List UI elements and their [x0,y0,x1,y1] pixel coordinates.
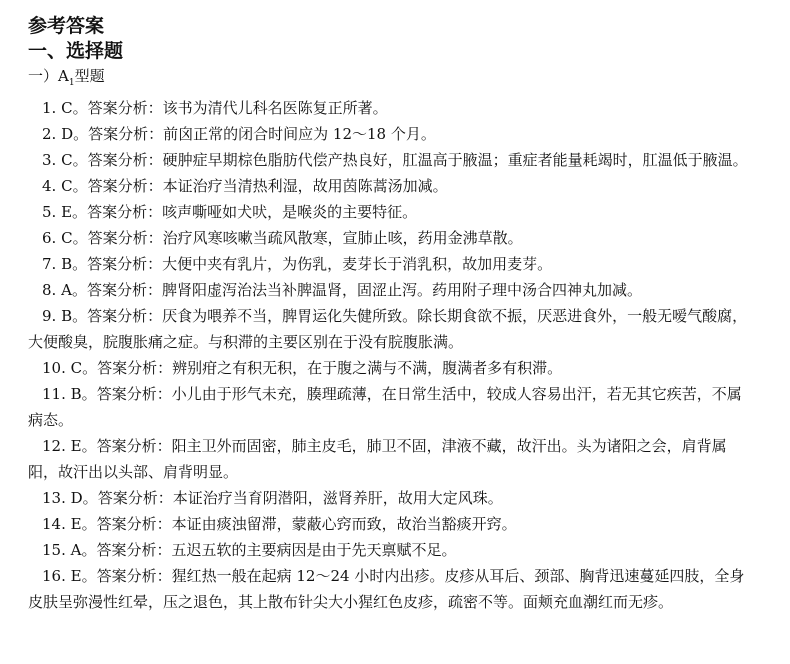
answer-dot: . [51,281,62,299]
answer-letter: E [70,437,82,455]
answer-letter: E [70,515,82,533]
answer-separator: 。 [72,151,88,169]
answer-text: 该书为清代儿科名医陈复正所著。 [162,99,388,117]
answer-label: 答案分析： [88,125,164,143]
answer-letter: C [61,99,73,117]
answer-separator: 。 [72,229,88,247]
answer-label: 答案分析： [87,229,163,247]
answer-dot: . [51,203,62,221]
answer-item [28,381,750,433]
answer-separator: 。 [82,489,98,507]
answer-letter: E [61,203,73,221]
answer-dot: . [51,125,62,143]
answer-number: 5 [42,203,52,221]
answer-separator: 。 [71,281,87,299]
answer-label: 答案分析： [96,541,172,559]
answer-number: 9 [42,307,52,325]
answer-separator: 。 [81,515,97,533]
answer-number: 8 [42,281,52,299]
answer-item [28,303,750,355]
answer-text: 小儿由于形气未充，腠理疏薄，在日常生活中，较成人容易出汗，若无其它疾苦，不属病态。 [28,385,742,429]
answer-text: 本证由痰浊留滞，蒙蔽心窍而致，故治当豁痰开窍。 [171,515,517,533]
subsection-prefix: 一）A [28,67,69,85]
answer-separator: 。 [72,307,88,325]
answer-text: 阳主卫外而固密，肺主皮毛，肺卫不固，津液不藏，故汗出。头为诸阳之会，肩背属阳，故汗出以头部、肩背明显。 [28,437,727,481]
answer-item [28,225,750,251]
answer-letter: D [61,125,74,143]
answer-label: 答案分析： [87,151,163,169]
answer-separator: 。 [81,437,97,455]
answer-separator: 。 [72,255,88,273]
answer-item [28,173,750,199]
answer-label: 答案分析： [86,281,162,299]
answer-dot: . [61,541,71,559]
answer-list [28,95,750,615]
answer-label: 答案分析： [97,359,173,377]
answer-item [28,147,750,173]
answer-dot: . [61,359,71,377]
answer-dot: . [51,255,62,273]
answer-text: 厌食为喂养不当，脾胃运化失健所致。除长期食欲不振，厌恶进食外，一般无嗳气酸腐，大便酸臭，脘腹胀痛之症。与积滞的主要区别在于没有脘腹胀满。 [28,307,748,351]
answer-letter: D [70,489,83,507]
answer-label: 答案分析： [87,203,163,221]
answer-separator: 。 [82,359,98,377]
answer-item [28,355,750,381]
answer-item [28,95,750,121]
answer-label: 答案分析： [96,567,172,585]
answer-letter: C [61,229,73,247]
answer-text: 咳声嘶哑如犬吠，是喉炎的主要特征。 [162,203,418,221]
answer-text: 治疗风寒咳嗽当疏风散寒，宣肺止咳，药用金沸草散。 [162,229,523,247]
answer-dot: . [51,99,62,117]
answer-number: 4 [42,177,52,195]
answer-letter: B [61,255,73,273]
answer-item [28,485,750,511]
answer-letter: C [61,151,73,169]
answer-item [28,511,750,537]
answer-label: 答案分析： [87,255,163,273]
answer-text: 前囟正常的闭合时间应为 12～18 个月。 [163,125,436,143]
answer-dot: . [51,307,62,325]
answer-label: 答案分析： [97,489,173,507]
answer-text: 本证治疗当清热利湿，故用茵陈蒿汤加减。 [162,177,448,195]
answer-text: 硬肿症早期棕色脂肪代偿产热良好，肛温高于腋温；重症者能量耗竭时，肛温低于腋温。 [162,151,748,169]
answer-label: 答案分析： [87,307,163,325]
answer-label: 答案分析： [87,99,163,117]
answer-item [28,199,750,225]
answer-dot: . [61,437,71,455]
section-heading: 一、选择题 [28,40,124,62]
answer-number: 12 [42,437,62,455]
page-title: 参考答案 [28,15,105,37]
answer-text: 本证治疗当育阴潜阳，滋肾养肝，故用大定风珠。 [172,489,503,507]
answer-letter: A [61,281,72,299]
answer-text: 辨别疳之有积无积，在于腹之满与不满，腹满者多有积滞。 [172,359,563,377]
answer-letter: E [70,567,82,585]
answer-number: 10 [42,359,62,377]
answer-label: 答案分析： [96,385,172,403]
answer-separator: 。 [81,541,97,559]
answer-dot: . [61,567,71,585]
answer-separator: 。 [81,567,97,585]
answer-letter: B [61,307,73,325]
answer-letter: A [70,541,82,559]
answer-text: 大便中夹有乳片，为伤乳，麦芽长于消乳积，故加用麦芽。 [162,255,553,273]
answer-number: 2 [42,125,52,143]
answer-text: 五迟五软的主要病因是由于先天禀赋不足。 [171,541,457,559]
answer-dot: . [61,385,71,403]
answer-dot: . [61,489,71,507]
answer-label: 答案分析： [96,515,172,533]
answer-letter: B [70,385,82,403]
answer-item [28,563,750,615]
answer-label: 答案分析： [87,177,163,195]
answer-item [28,277,750,303]
answer-text: 猩红热一般在起病 12～24 小时内出疹。皮疹从耳后、颈部、胸背迅速蔓延四肢，全身皮肤呈弥漫性红晕，压之退色，其上散布针尖大小猩红色皮疹，疏密不等。面颊充血潮红而无疹。 [28,567,745,611]
answer-number: 3 [42,151,52,169]
answer-letter: C [61,177,73,195]
answer-label: 答案分析： [96,437,172,455]
subsection-suffix: 型题 [74,67,105,85]
answer-separator: 。 [72,203,88,221]
answer-dot: . [51,177,62,195]
answer-item [28,537,750,563]
answer-dot: . [51,229,62,247]
answer-dot: . [51,151,62,169]
answer-letter: C [70,359,83,377]
answer-separator: 。 [81,385,97,403]
answer-item [28,121,750,147]
answer-number: 16 [42,567,62,585]
answer-number: 6 [42,229,52,247]
subsection-subscript: 1 [68,78,75,88]
answer-number: 11 [42,385,62,403]
answer-number: 15 [42,541,62,559]
answer-item [28,251,750,277]
answer-number: 13 [42,489,62,507]
answer-separator: 。 [73,125,89,143]
answer-text: 脾肾阳虚泻治法当补脾温肾，固涩止泻。药用附子理中汤合四神丸加减。 [161,281,642,299]
answer-number: 14 [42,515,62,533]
answer-separator: 。 [72,99,88,117]
answer-separator: 。 [72,177,88,195]
answer-item [28,433,750,485]
answer-number: 1 [42,99,52,117]
subsection-heading [28,64,750,95]
answer-dot: . [61,515,71,533]
answer-number: 7 [42,255,52,273]
